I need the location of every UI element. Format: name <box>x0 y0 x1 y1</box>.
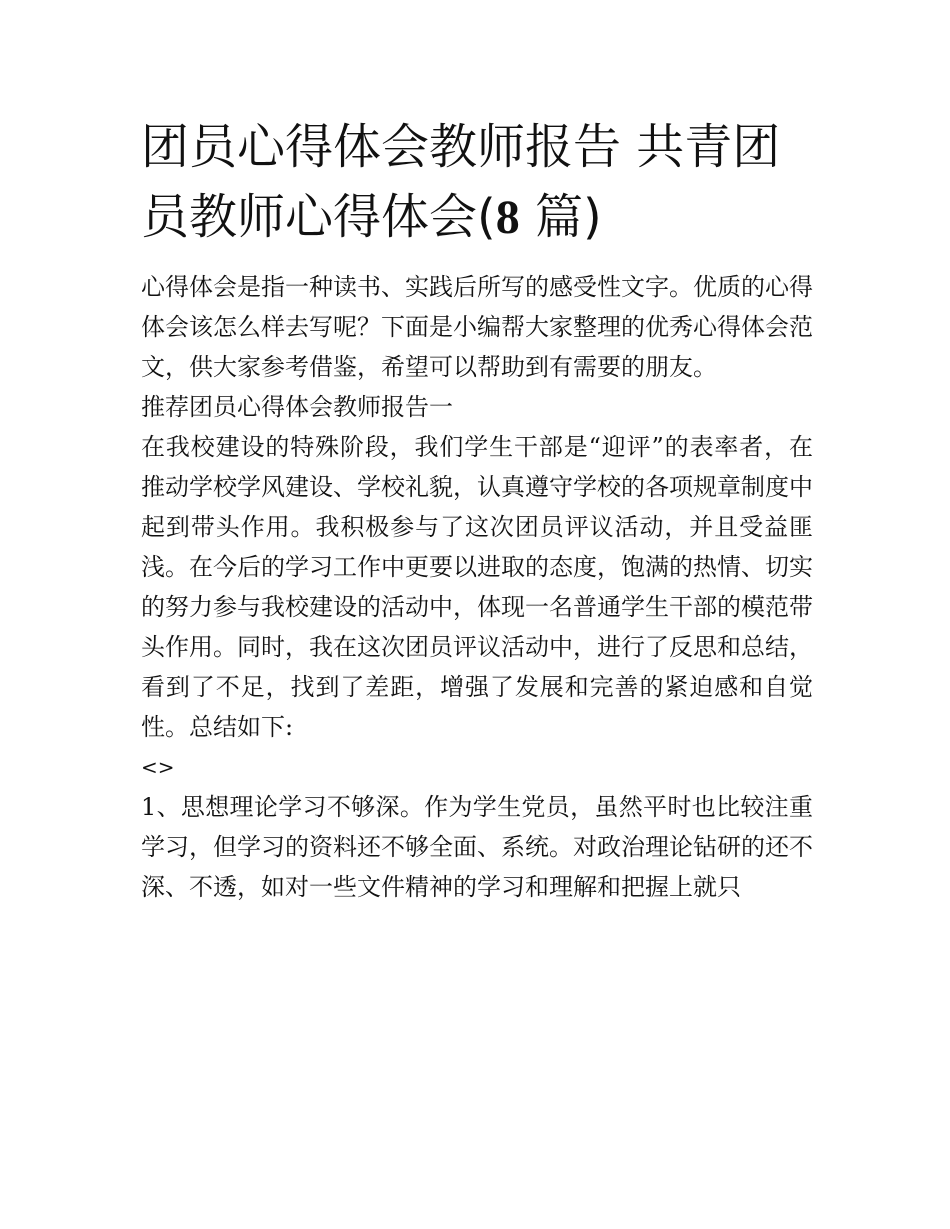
body-paragraph: 在我校建设的特殊阶段，我们学生干部是“迎评”的表率者，在推动学校学风建设、学校礼貌，认真遵守学校的各项规章制度中起到带头作用。我积极参与了这次团员评议活动，并且受益匪浅。在今后的学习工作中更要以进取的态度，饱满的热情、切实的努力参与我校建设的活动中，体现一名普通学生干部的模范带头作用。同时，我在这次团员评议活动中，进行了反思和总结，看到了不足，找到了差距，增强了发展和完善的紧迫感和自觉性。总结如下: <box>141 433 813 741</box>
title-tail: 篇) <box>519 189 602 245</box>
section-heading: 推荐团员心得体会教师报告一 <box>141 393 453 421</box>
list-item-1: 1、思想理论学习不够深。作为学生党员，虽然平时也比较注重学习，但学习的资料还不够全面、系统。对政治理论钻研的还不深、不透，如对一些文件精神的学习和理解和把握上就只 <box>141 793 813 901</box>
intro-paragraph: 心得体会是指一种读书、实践后所写的感受性文字。优质的心得体会该怎么样去写呢？下面是小编帮大家整理的优秀心得体会范文，供大家参考借鉴，希望可以帮助到有需要的朋友。 <box>141 273 813 381</box>
document-body <box>141 267 813 907</box>
placeholder-marker: <> <box>141 755 175 779</box>
document-page <box>141 112 813 907</box>
title-number: 8 <box>495 191 520 244</box>
document-title <box>141 112 813 253</box>
title-main: 团员心得体会教师报告 共青团员教师心得体会( <box>141 119 781 245</box>
